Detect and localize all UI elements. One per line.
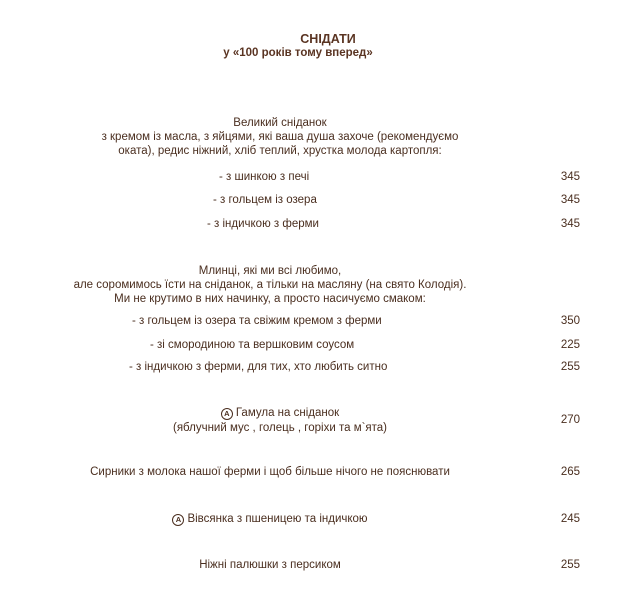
gamula-price: 270: [560, 414, 580, 426]
pancakes-item-currant: - зі смородиною та вершковим соусом: [150, 339, 355, 351]
pancakes-desc-line-2: Ми не крутимо в них начинку, а просто насичуємо смаком:: [114, 293, 426, 305]
gamula-description: (яблучний мус , голець , горіхи та м`ята): [172, 422, 388, 434]
oatmeal-title-row: [0, 513, 580, 526]
pancakes-price-turkey: 255: [560, 361, 580, 373]
pancakes-title: Млинці, які ми всі любимо,: [198, 265, 342, 277]
big-breakfast-desc-line-1: з кремом із масла, з яйцями, які ваша душа захоче (рекомендуємо: [101, 131, 459, 143]
big-breakfast-desc-line-2: оката), редис ніжний, хліб теплий, хрустка молода картопля:: [118, 145, 442, 157]
pancakes-description: [10, 264, 530, 306]
big-breakfast-description: [20, 116, 540, 158]
big-breakfast-price-ham: 345: [560, 171, 580, 183]
big-breakfast-price-turkey: 345: [560, 218, 580, 230]
big-breakfast-item-turkey: - з індичкою з ферми: [207, 218, 319, 230]
pancakes-desc-line-1: але соромимось їсти на сніданок, а тільки на масляну (на свято Колодія).: [73, 279, 467, 291]
vegan-mark-icon: A: [221, 408, 233, 420]
big-breakfast-price-char: 345: [560, 194, 580, 206]
gamula-title: Гамула на сніданок: [235, 407, 340, 419]
menu-title: СНІДАТИ: [300, 32, 356, 46]
vegan-mark-icon: A: [172, 514, 184, 526]
pancakes-item-turkey: - з індичкою з ферми, для тих, хто любить ситно: [129, 361, 388, 373]
gamula-title-row: [0, 407, 590, 420]
big-breakfast-title: Великий сніданок: [233, 117, 327, 129]
big-breakfast-item-ham: - з шинкою з печі: [219, 171, 310, 183]
syrnyky-title: Сирники з молока нашої ферми і щоб більше нічого не пояснювати: [90, 466, 450, 478]
pancakes-price-currant: 225: [560, 339, 580, 351]
dumplings-title: Ніжні палюшки з персиком: [199, 559, 341, 571]
pancakes-price-char: 350: [560, 315, 580, 327]
menu-subtitle: у «100 років тому вперед»: [223, 47, 373, 59]
oatmeal-price: 245: [560, 513, 580, 525]
dumplings-price: 255: [560, 559, 580, 571]
big-breakfast-item-char: - з гольцем із озера: [213, 194, 317, 206]
pancakes-item-char: - з гольцем із озера та свіжим кремом з ферми: [132, 315, 382, 327]
oatmeal-title: Вівсянка з пшеницею та індичкою: [187, 513, 368, 525]
syrnyky-price: 265: [560, 466, 580, 478]
